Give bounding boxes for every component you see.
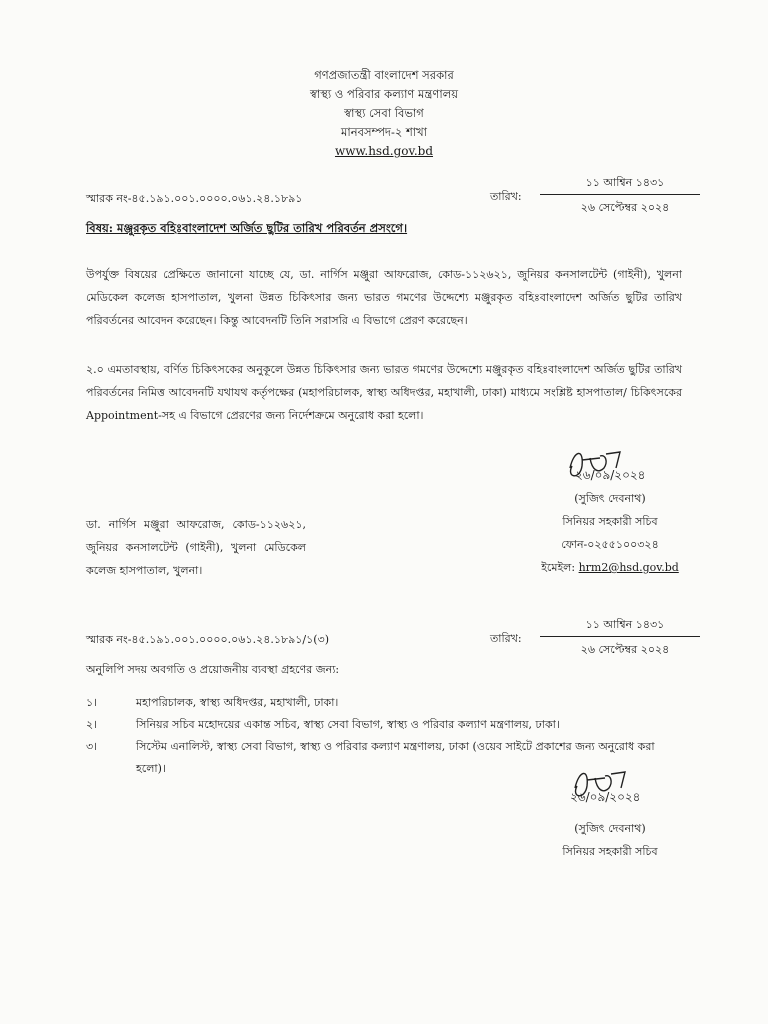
list-item-text: সিস্টেম এনালিস্ট, স্বাস্থ্য সেবা বিভাগ, স্বাস্থ্য ও পরিবার কল্যাণ মন্ত্রণালয়, ঢাকা (ওয়েব সাইটে প্রকাশের জন্য অনুরোধ করা হলো)। — [136, 740, 655, 775]
copy-date-bangla: ১১ আশ্বিন ১৪৩১ — [585, 618, 665, 631]
list-item — [86, 714, 686, 736]
signatory-name-2: (সুজিৎ দেবনাথ) — [574, 822, 646, 835]
date-gregorian: ২৬ সেপ্টেম্বর ২০২৪ — [580, 201, 670, 214]
list-item-text: মহাপরিচালক, স্বাস্থ্য অধিদপ্তর, মহাখালী, ঢাকা। — [136, 696, 339, 709]
signatory-phone: ফোন-০২৫৫১০০৩২৪ — [561, 538, 659, 551]
handwritten-date-2: ২৬/০৯/২০২৪ — [570, 790, 641, 804]
copy-memo-reference: স্মারক নং-৪৫.১৯১.০০১.০০০০.০৬১.২৪.১৮৯১/১(৩) — [86, 633, 330, 646]
body-paragraph-2: ২.০ এমতাবস্থায়, বর্ণিত চিকিৎসকের অনুকূলে উন্নত চিকিৎসার জন্য ভারত গমণের উদ্দেশ্যে মঞ্জুরকৃত বহিঃবাংলাদেশ অর্জিত ছুটির তারিখ পরিবর্তনের নিমিত্ত আবেদনটি যথাযথ কর্তৃপক্ষের (মহাপরিচালক, স্বাস্থ্য অধিদপ্তর, মহাখালী, ঢাকা) মাধ্যমে সংশ্লিষ্ট হাসপাতাল/ চিকিৎসকের Appointment-সহ এ বিভাগে প্রেরণের জন্য নির্দেশক্রমে অনুরোধ করা হলো। — [86, 363, 682, 422]
email-link[interactable]: hrm2@hsd.gov.bd — [578, 561, 679, 574]
memo-reference: স্মারক নং-৪৫.১৯১.০০১.০০০০.০৬১.২৪.১৮৯১ — [86, 192, 303, 205]
copy-memo-date — [490, 616, 710, 660]
signatory-name: (সুজিৎ দেবনাথ) — [574, 492, 646, 505]
copy-intro: অনুলিপি সদয় অবগতি ও প্রয়োজনীয় ব্যবস্থা গ্রহণের জন্য: — [86, 663, 340, 676]
memo-date — [490, 174, 710, 218]
signatory-email-row — [525, 556, 695, 579]
date-divider — [540, 194, 700, 195]
division-name: স্বাস্থ্য সেবা বিভাগ — [344, 106, 424, 120]
date-label: তারিখ: — [490, 190, 522, 203]
body-paragraph-1: উপর্যুক্ত বিষয়ের প্রেক্ষিতে জানানো যাচ্ছে যে, ডা. নার্গিস মঞ্জুরা আফরোজ, কোড-১১২৬২১, জুনিয়র কনসালটেন্ট (গাইনী), খুলনা মেডিকেল কলেজ হাসপাতাল, খুলনা উন্নত চিকিৎসার জন্য ভারত গমণের উদ্দেশ্যে মঞ্জুরকৃত বহিঃবাংলাদেশ অর্জিত ছুটির তারিখ পরিবর্তনের আবেদন করেছেন। কিন্তু আবেদনটি তিনি সরাসরি এ বিভাগে প্রেরণ করেছেন। — [86, 268, 682, 327]
signatory-block — [525, 464, 695, 579]
addressee: ডা. নার্গিস মঞ্জুরা আফরোজ, কোড-১১২৬২১, জুনিয়র কনসালটেন্ট (গাইনী), খুলনা মেডিকেল কলেজ হাসপাতাল, খুলনা। — [86, 518, 306, 577]
list-item-number: ২। — [86, 718, 98, 731]
list-item-text: সিনিয়র সচিব মহোদয়ের একান্ত সচিব, স্বাস্থ্য সেবা বিভাগ, স্বাস্থ্য ও পরিবার কল্যাণ মন্ত্রণালয়, ঢাকা। — [136, 718, 560, 731]
signatory-designation-2: সিনিয়র সহকারী সচিব — [562, 845, 658, 858]
list-item-number: ৩। — [86, 740, 98, 753]
handwritten-date: ২৬/০৯/২০২৪ — [575, 468, 646, 482]
list-item-number: ১। — [86, 696, 98, 709]
subject-line: বিষয়: মঞ্জুরকৃত বহিঃবাংলাদেশ অর্জিত ছুটির তারিখ পরিবর্তন প্রসংগে। — [86, 221, 408, 235]
government-name: গণপ্রজাতন্ত্রী বাংলাদেশ সরকার — [314, 68, 454, 82]
email-label: ইমেইল: — [541, 561, 576, 574]
copy-date-divider — [540, 636, 700, 637]
copy-date-gregorian: ২৬ সেপ্টেম্বর ২০২৪ — [580, 643, 670, 656]
website-link[interactable]: www.hsd.gov.bd — [334, 144, 434, 158]
letterhead — [0, 66, 768, 161]
signatory-designation: সিনিয়র সহকারী সচিব — [562, 515, 658, 528]
ministry-name: স্বাস্থ্য ও পরিবার কল্যাণ মন্ত্রণালয় — [309, 87, 459, 101]
copy-date-label: তারিখ: — [490, 632, 522, 645]
branch-name: মানবসম্পদ-২ শাখা — [341, 125, 427, 139]
list-item — [86, 692, 686, 714]
date-bangla: ১১ আশ্বিন ১৪৩১ — [585, 176, 665, 189]
signatory-block-2 — [525, 786, 695, 863]
